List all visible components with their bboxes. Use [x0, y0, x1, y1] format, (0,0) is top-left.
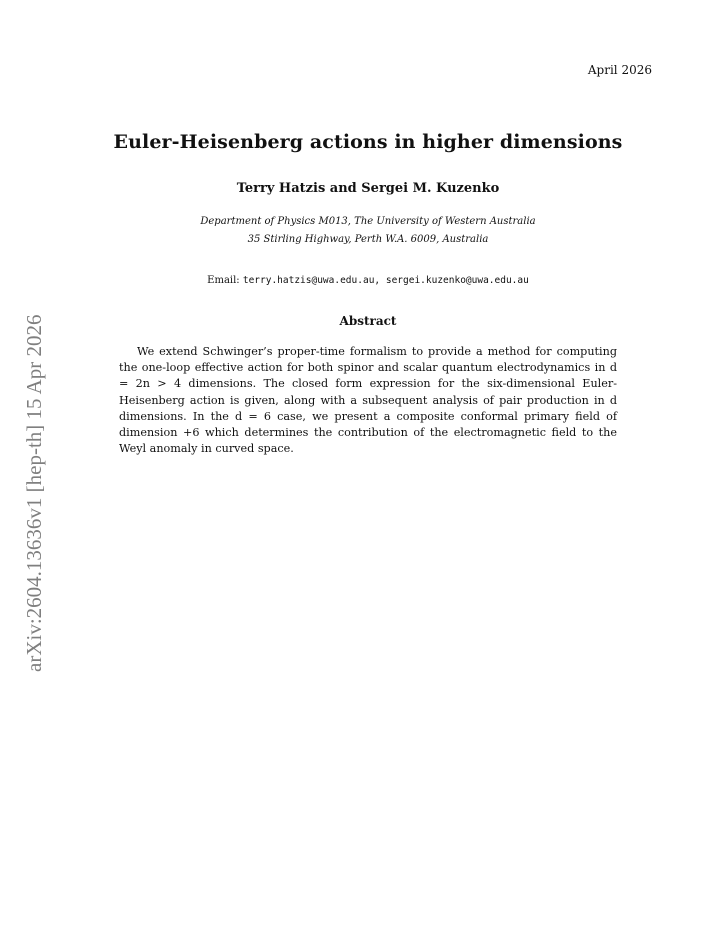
paper-authors: Terry Hatzis and Sergei M. Kuzenko [236, 181, 500, 196]
paper-title: Euler-Heisenberg actions in higher dimensions [113, 131, 623, 153]
publication-date: April 2026 [587, 63, 652, 77]
arxiv-identifier: arXiv:2604.13636v1 [hep-th] 15 Apr 2026 [22, 314, 46, 672]
affiliation-line-1: Department of Physics M013, The University of Western Australia [200, 216, 536, 227]
email-addresses[interactable]: terry.hatzis@uwa.edu.au, sergei.kuzenko@uwa.edu.au [242, 275, 529, 286]
abstract-text: We extend Schwinger’s proper-time formalism to provide a method for computing the one-loop effective action for both spinor and scalar quantum electrodynamics in d = 2n > 4 dimensions. The closed form expression for the six-dimensional Euler-Heisenberg action is given, along with a subsequent analysis of pair production in d dimensions. In the d = 6 case, we present a composite conformal primary field of dimension +6 which determines the contribution of the electromagnetic field to the Weyl anomaly in curved space. [119, 345, 617, 456]
abstract-heading: Abstract [339, 314, 397, 328]
email-line [0, 275, 720, 286]
email-label: Email: [207, 275, 240, 286]
affiliation-line-2: 35 Stirling Highway, Perth W.A. 6009, Australia [247, 234, 489, 245]
